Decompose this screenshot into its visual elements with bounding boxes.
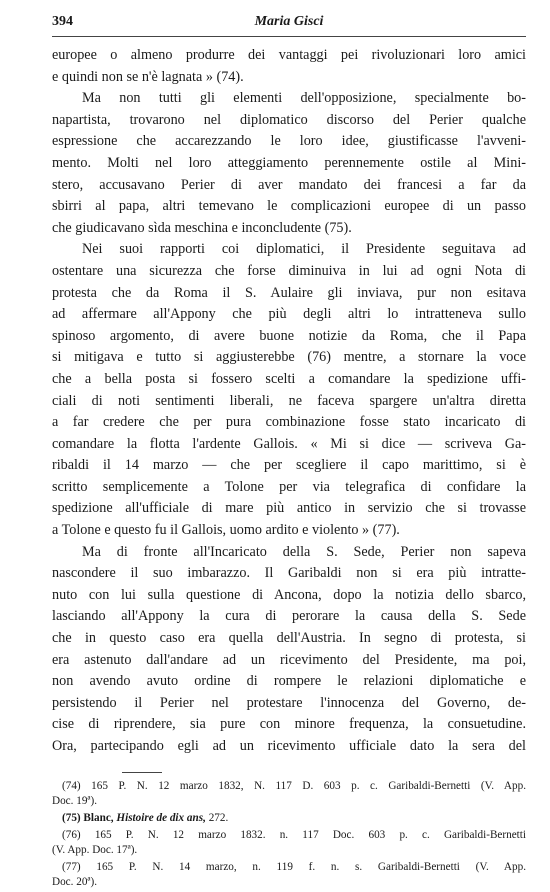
text-line: nuto con lui sulla questione di Ancona, dopo la notizia dello sbarco,	[52, 586, 526, 603]
footnote-page: 272.	[208, 811, 229, 824]
text-line: europee o almeno produrre dei vantaggi pei rivoluzionari loro amici	[52, 47, 526, 63]
page-number: 394	[52, 14, 73, 29]
running-head: Maria Gisci	[254, 14, 324, 29]
text-line: spinoso argomento, di avere buone notizie da Roma, che il Papa	[52, 327, 526, 344]
book-page	[52, 14, 526, 892]
footnote-title: Histoire de dix ans,	[116, 811, 206, 824]
text-line: ostentare una sicurezza che forse diminuiva in lui ad ogni Nota di	[52, 262, 526, 279]
text-line: ciali di noti sentimenti liberali, ne faceva spargere un'altra diretta	[52, 392, 526, 409]
text-line: a far credere che per pura combinazione fosse stato incaricato di	[52, 414, 526, 431]
text-line: nascondere il suo imbarazzo. Il Garibaldi non si era più intratte-	[52, 565, 526, 582]
footnote-line: (74) 165 P. N. 12 marzo 1832, N. 117 D. 603 p. c. Garibaldi-Bernetti (V. App.	[62, 779, 526, 792]
paragraph-2	[52, 88, 526, 239]
text-line: Ora, partecipando egli ad un ricevimento ufficiale dato la sera del	[52, 738, 526, 754]
text-line: sbirri al papa, altri temevano le complicazioni europee di un passo	[52, 198, 526, 215]
text-line: era astenuto dall'andare ad un ricevimento del Presidente, ma poi,	[52, 651, 526, 668]
text-line: scritto semplicemente a Tolone per via telegrafica di confidare la	[52, 478, 526, 495]
body-text	[52, 45, 526, 758]
text-line: persistendo il Perier nel protestare l'innocenza del Governo, de-	[52, 694, 526, 711]
footnote-rule	[122, 772, 162, 773]
text-line: comandare la flotta l'ardente Gallois. « Mi si dice — scriveva Ga-	[52, 435, 526, 452]
paragraph-4	[52, 542, 526, 758]
footnote-line: (76) 165 P. N. 12 marzo 1832. n. 117 Doc. 603 p. c. Garibaldi-Bernetti	[62, 828, 526, 841]
text-line: Nei suoi rapporti coi diplomatici, il Presidente seguitava ad	[82, 241, 526, 258]
text-line: espressione che accarezzando le loro idee, giustificasse l'avveni-	[52, 133, 526, 150]
paragraph-3	[52, 239, 526, 541]
text-line: spedizione all'ufficiale di mare più antico in servizio che si trovasse	[52, 500, 526, 517]
text-line: non avendo avuto ordine di rompere le relazioni diplomatiche e	[52, 673, 526, 690]
header-rule	[52, 36, 526, 37]
text-line: che a bella posta si fossero scelti a comandare la spedizione uffi-	[52, 370, 526, 387]
footnote-75	[52, 811, 526, 826]
paragraph-1	[52, 45, 526, 88]
text-line: che giudicavano sìda meschina e inconcludente (75).	[52, 219, 352, 236]
footnote-author: (75) Blanc,	[62, 811, 114, 824]
text-line: lasciando all'Appony la cura di perorare la causa della S. Sede	[52, 608, 526, 625]
text-line: stero, accusavano Perier di aver mandato dei francesi a far da	[52, 176, 526, 193]
text-line: ribaldi il 14 marzo — che per scegliere il capo marittimo, si è	[52, 457, 526, 474]
footnote-76	[52, 828, 526, 858]
text-line: napartista, trovarono nel diplomatico discorso del Perier qualche	[52, 111, 526, 128]
text-line: e quindi non se n'è lagnata » (74).	[52, 68, 244, 85]
text-line: a Tolone e questo fu il Gallois, uomo ardito e violento » (77).	[52, 522, 400, 539]
text-line: mento. Molti nel loro atteggiamento perennemente ostile al Mini-	[52, 154, 526, 171]
page-header	[52, 14, 526, 36]
text-line: cise di riprendere, sia pure con minore frequenza, la consuetudine.	[52, 716, 526, 733]
footnote-line: Doc. 20ª).	[52, 875, 98, 888]
footnote-line: (V. App. Doc. 17ª).	[52, 843, 138, 856]
footnote-line	[52, 811, 526, 826]
text-line: si mitigava e tutto si aggiusterebbe (76) mentre, a stornare la voce	[52, 349, 526, 366]
footnote-line: (77) 165 P. N. 14 marzo, n. 119 f. n. s. Garibaldi-Bernetti (V. App.	[62, 860, 526, 873]
footnote-74	[52, 779, 526, 809]
text-line: protesta che da Roma il S. Aulaire gli inviava, pur non esitava	[52, 284, 526, 301]
footnote-77	[52, 860, 526, 890]
footnote-line: Doc. 19ª).	[52, 794, 98, 807]
text-line: ad affermare all'Appony che più degli altri lo intratteneva sullo	[52, 306, 526, 323]
text-line: Ma non tutti gli elementi dell'opposizione, specialmente bo-	[82, 90, 526, 107]
text-line: Ma di fronte all'Incaricato della S. Sede, Perier non sapeva	[82, 543, 526, 560]
text-line: che in questo caso era quella dell'Austria. In segno di protesta, si	[52, 630, 526, 647]
footnotes	[52, 779, 526, 890]
